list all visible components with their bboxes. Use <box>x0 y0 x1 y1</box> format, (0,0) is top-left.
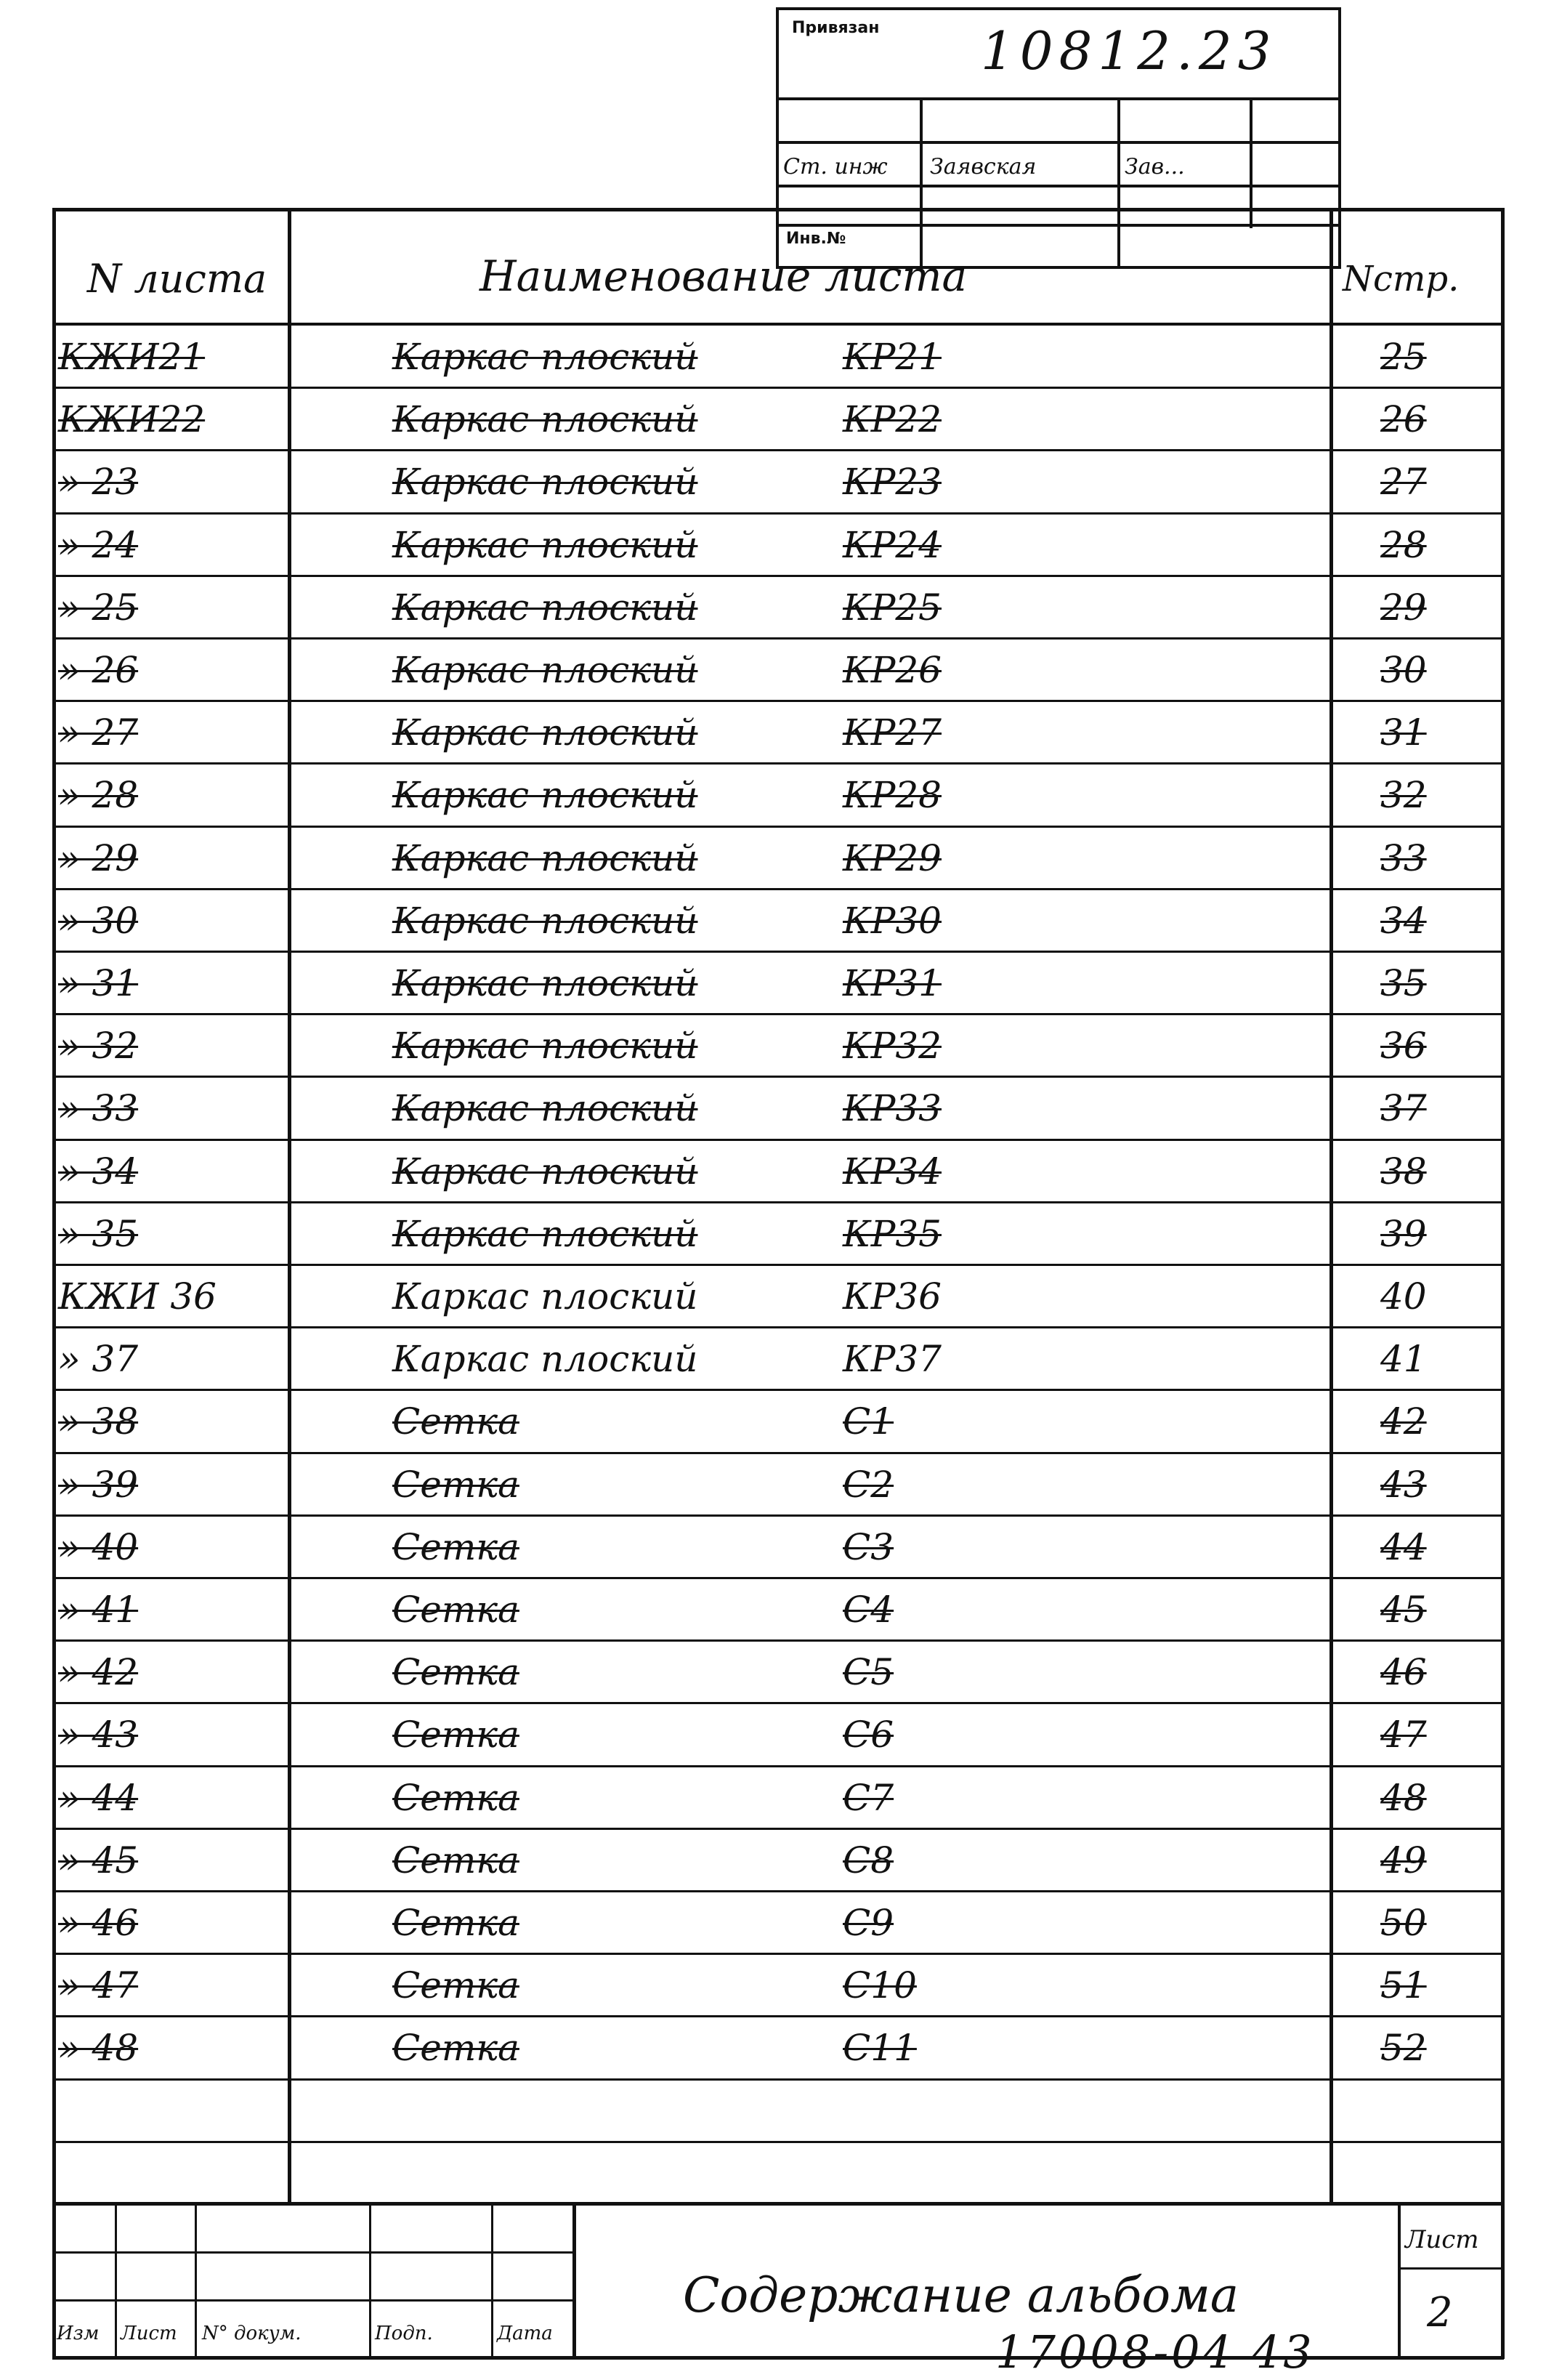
col-date-label: Дата <box>497 2323 553 2344</box>
row-sheet-number: » 28 <box>58 774 139 817</box>
row-sheet-number: » 35 <box>58 1212 139 1255</box>
table-row <box>0 1703 1546 1766</box>
row-sheet-number: КЖИ 36 <box>58 1275 216 1318</box>
row-sheet-name: Сетка <box>392 1651 519 1694</box>
row-sheet-number: » 24 <box>58 523 139 566</box>
row-mark: КР23 <box>843 461 942 504</box>
table-row <box>0 701 1546 764</box>
row-mark: КР32 <box>843 1025 942 1068</box>
row-mark: КР28 <box>843 774 942 817</box>
table-row <box>0 1390 1546 1453</box>
row-sheet-name: Каркас плоский <box>392 398 698 441</box>
row-sheet-number: » 43 <box>58 1714 139 1756</box>
row-page-number: 41 <box>1380 1338 1427 1381</box>
row-page-number: 35 <box>1380 962 1427 1004</box>
col-list-label: Лист <box>121 2323 177 2344</box>
row-page-number: 32 <box>1380 774 1427 817</box>
signature-value: Зав... <box>1125 154 1185 179</box>
table-row <box>0 1203 1546 1265</box>
row-sheet-number: » 32 <box>58 1025 139 1068</box>
row-sheet-number: » 41 <box>58 1589 139 1631</box>
row-mark: С7 <box>843 1776 894 1819</box>
row-sheet-name: Каркас плоский <box>392 711 698 754</box>
row-page-number: 31 <box>1380 711 1427 754</box>
row-mark: КР25 <box>843 586 942 629</box>
row-page-number: 45 <box>1380 1589 1427 1631</box>
row-sheet-number: » 40 <box>58 1525 139 1568</box>
table-row <box>0 1516 1546 1578</box>
table-row <box>0 1578 1546 1641</box>
row-sheet-number: » 31 <box>58 962 139 1004</box>
table-row <box>0 326 1546 388</box>
row-sheet-number: » 47 <box>58 1964 139 2007</box>
row-page-number: 36 <box>1380 1025 1427 1068</box>
row-sheet-number: » 48 <box>58 2027 139 2070</box>
row-page-number: 44 <box>1380 1525 1427 1568</box>
table-row <box>0 1954 1546 2017</box>
row-page-number: 28 <box>1380 523 1427 566</box>
row-sheet-name: Каркас плоский <box>392 336 698 378</box>
row-mark: КР33 <box>843 1087 942 1130</box>
row-sheet-number: » 37 <box>58 1338 139 1381</box>
table-row <box>0 827 1546 890</box>
row-page-number: 43 <box>1380 1463 1427 1506</box>
row-mark: С4 <box>843 1589 894 1631</box>
row-sheet-number: » 45 <box>58 1839 139 1881</box>
row-mark: С1 <box>843 1400 894 1443</box>
col-sign-label: Подп. <box>375 2323 433 2344</box>
row-mark: КР36 <box>843 1275 942 1318</box>
row-page-number: 38 <box>1380 1150 1427 1193</box>
row-mark: КР24 <box>843 523 942 566</box>
table-row <box>0 1077 1546 1139</box>
row-sheet-name: Каркас плоский <box>392 1212 698 1255</box>
table-row <box>0 1140 1546 1203</box>
sheet-label: Лист <box>1405 2225 1479 2254</box>
table-row <box>0 1641 1546 1703</box>
header-sheet: N листа <box>87 256 267 302</box>
row-sheet-number: » 44 <box>58 1776 139 1819</box>
bound-label: Привязан <box>792 19 880 37</box>
row-sheet-name: Сетка <box>392 1400 519 1443</box>
header-name: Наименование листа <box>479 251 968 301</box>
row-mark: С8 <box>843 1839 894 1881</box>
row-page-number: 33 <box>1380 836 1427 879</box>
row-sheet-name: Каркас плоский <box>392 586 698 629</box>
table-row <box>0 2017 1546 2079</box>
row-mark: КР22 <box>843 398 942 441</box>
row-sheet-number: » 34 <box>58 1150 139 1193</box>
row-sheet-name: Каркас плоский <box>392 836 698 879</box>
row-sheet-name: Сетка <box>392 1463 519 1506</box>
row-sheet-number: » 26 <box>58 649 139 691</box>
header-page: Nстр. <box>1343 259 1460 299</box>
table-row <box>0 451 1546 513</box>
row-page-number: 26 <box>1380 398 1427 441</box>
row-mark: С11 <box>843 2027 917 2070</box>
row-page-number: 42 <box>1380 1400 1427 1443</box>
row-sheet-number: КЖИ21 <box>58 336 206 378</box>
table-row <box>0 1829 1546 1892</box>
position-value: Ст. инж <box>783 154 888 179</box>
row-sheet-name: Сетка <box>392 1902 519 1944</box>
row-page-number: 37 <box>1380 1087 1427 1130</box>
row-sheet-name: Каркас плоский <box>392 523 698 566</box>
row-mark: КР27 <box>843 711 942 754</box>
row-sheet-number: » 33 <box>58 1087 139 1130</box>
row-sheet-number: КЖИ22 <box>58 398 206 441</box>
row-sheet-name: Сетка <box>392 1589 519 1631</box>
row-sheet-number: » 46 <box>58 1902 139 1944</box>
document-code: 17008-04 43 <box>995 2325 1315 2379</box>
name-value: Заявская <box>930 154 1037 179</box>
table-row <box>0 514 1546 576</box>
row-sheet-name: Каркас плоский <box>392 962 698 1004</box>
row-mark: С6 <box>843 1714 894 1756</box>
row-page-number: 27 <box>1380 461 1427 504</box>
row-mark: КР37 <box>843 1338 942 1381</box>
row-mark: С9 <box>843 1902 894 1944</box>
table-row <box>0 1767 1546 1829</box>
row-sheet-number: » 42 <box>58 1651 139 1694</box>
col-doc-label: N° докум. <box>202 2323 301 2344</box>
table-row <box>0 764 1546 826</box>
row-page-number: 39 <box>1380 1212 1427 1255</box>
row-sheet-name: Сетка <box>392 1964 519 2007</box>
row-sheet-name: Каркас плоский <box>392 899 698 942</box>
row-mark: КР34 <box>843 1150 942 1193</box>
row-mark: КР29 <box>843 836 942 879</box>
row-page-number: 29 <box>1380 586 1427 629</box>
table-row <box>0 1328 1546 1390</box>
row-sheet-number: » 25 <box>58 586 139 629</box>
table-row <box>0 1265 1546 1328</box>
row-page-number: 50 <box>1380 1902 1427 1944</box>
row-page-number: 40 <box>1380 1275 1427 1318</box>
table-row <box>0 952 1546 1014</box>
row-mark: С2 <box>843 1463 894 1506</box>
row-sheet-name: Сетка <box>392 1839 519 1881</box>
row-divider <box>52 2141 1504 2143</box>
row-sheet-name: Каркас плоский <box>392 1087 698 1130</box>
table-row <box>0 576 1546 639</box>
bound-value: 10812.23 <box>981 20 1277 81</box>
row-sheet-name: Каркас плоский <box>392 1338 698 1381</box>
row-sheet-name: Сетка <box>392 2027 519 2070</box>
row-sheet-name: Сетка <box>392 1776 519 1819</box>
row-sheet-number: » 38 <box>58 1400 139 1443</box>
row-sheet-name: Сетка <box>392 1714 519 1756</box>
row-mark: КР30 <box>843 899 942 942</box>
row-sheet-number: » 23 <box>58 461 139 504</box>
row-divider <box>52 2078 1504 2081</box>
row-page-number: 34 <box>1380 899 1427 942</box>
table-row <box>0 890 1546 952</box>
inventory-label: Инв.№ <box>786 230 846 248</box>
row-page-number: 47 <box>1380 1714 1427 1756</box>
row-sheet-name: Каркас плоский <box>392 1150 698 1193</box>
row-page-number: 48 <box>1380 1776 1427 1819</box>
row-page-number: 49 <box>1380 1839 1427 1881</box>
row-page-number: 25 <box>1380 336 1427 378</box>
table-row <box>0 1892 1546 1954</box>
row-mark: КР21 <box>843 336 942 378</box>
table-row <box>0 1014 1546 1077</box>
row-mark: С5 <box>843 1651 894 1694</box>
row-page-number: 52 <box>1380 2027 1427 2070</box>
row-sheet-number: » 39 <box>58 1463 139 1506</box>
row-sheet-number: » 30 <box>58 899 139 942</box>
row-sheet-name: Каркас плоский <box>392 774 698 817</box>
row-mark: С10 <box>843 1964 917 2007</box>
col-izm-label: Изм <box>57 2323 100 2344</box>
row-page-number: 51 <box>1380 1964 1427 2007</box>
row-mark: КР35 <box>843 1212 942 1255</box>
row-sheet-name: Каркас плоский <box>392 461 698 504</box>
row-mark: КР31 <box>843 962 942 1004</box>
row-sheet-name: Каркас плоский <box>392 1025 698 1068</box>
row-page-number: 46 <box>1380 1651 1427 1694</box>
row-sheet-name: Каркас плоский <box>392 649 698 691</box>
table-row <box>0 388 1546 451</box>
document-title: Содержание альбома <box>683 2267 1239 2323</box>
row-page-number: 30 <box>1380 649 1427 691</box>
row-sheet-number: » 27 <box>58 711 139 754</box>
row-mark: С3 <box>843 1525 894 1568</box>
table-row <box>0 639 1546 701</box>
row-mark: КР26 <box>843 649 942 691</box>
row-sheet-name: Сетка <box>392 1525 519 1568</box>
sheet-number: 2 <box>1427 2289 1453 2336</box>
row-sheet-name: Каркас плоский <box>392 1275 698 1318</box>
row-sheet-number: » 29 <box>58 836 139 879</box>
table-row <box>0 1453 1546 1516</box>
